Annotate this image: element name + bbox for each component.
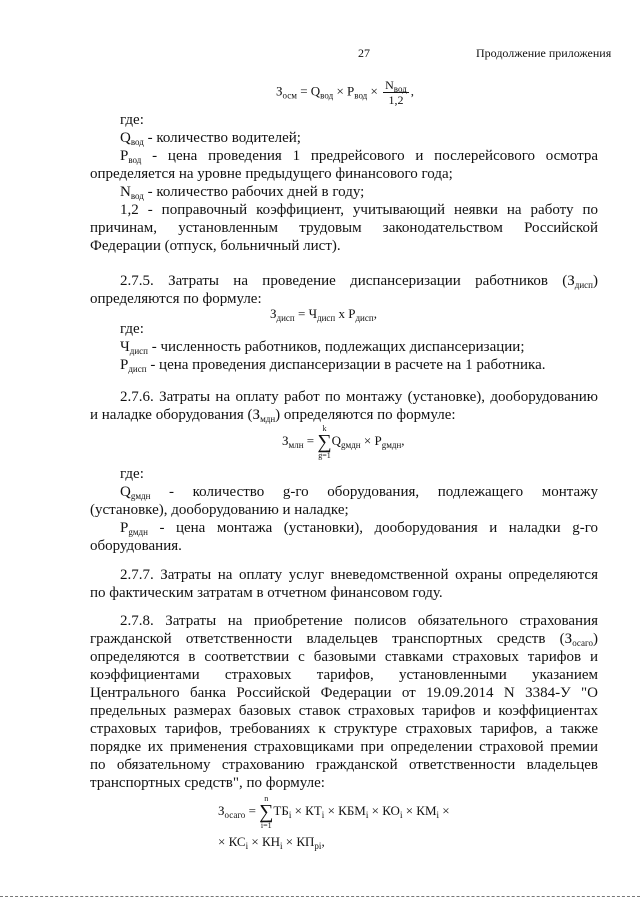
def-q-vod: $Q_{вод}$ - количество водителей; <box>120 130 301 147</box>
text-line: определяются по формуле: <box>90 291 262 307</box>
formula-disp: $З_{дисп} = Ч_{дисп}$ х $Р_{дисп}$, <box>270 306 377 323</box>
text-line: страховых тарифов, требованиях к структуре страховых тарифов, а также <box>90 721 598 737</box>
where-label: где: <box>120 321 144 337</box>
text-line: гражданской ответственности владельцев транспортных средств $(З_{осаго})$ <box>90 631 598 648</box>
def-ch-disp: $Ч_{дисп}$ - численность работников, подлежащих диспансеризации; <box>120 339 525 356</box>
text-line: Центрального банка Российской Федерации от 19.09.2014 N 3384-У "О <box>90 685 598 701</box>
section-2-7-6: 2.7.6. Затраты на оплату работ по монтажу (установке), дооборудованию <box>120 389 598 405</box>
continuation-label: Продолжение приложения <box>476 46 612 60</box>
section-2-7-8: 2.7.8. Затраты на приобретение полисов обязательного страхования <box>120 613 598 629</box>
formula-osm: $З_{осм} = Q_{вод} \times Р_{вод}$ × $\frac{N_{вод}}{1,2}$ , <box>276 78 415 107</box>
def-q-gmdn: $Q_{gмдн}$ - количество g-го оборудования, подлежащего монтажу <box>120 484 598 501</box>
sum-symbol: k ∑ g=1 <box>317 424 332 460</box>
where-label: где: <box>120 112 144 128</box>
text-line: коэффициентами страховых тарифов, установленными указанием <box>90 667 598 683</box>
section-2-7-5: 2.7.5. Затраты на проведение диспансеризации работников $(З_{дисп})$ <box>120 273 598 290</box>
section-2-7-7: 2.7.7. Затраты на оплату услуг вневедомственной охраны определяются <box>120 567 598 583</box>
text-line: определяются в соответствии с базовыми ставками страховых тарифов и <box>90 649 598 665</box>
formula-mdn: $З_{млн}$ = k ∑ g=1 $Q_{gмдн} \times Р_{gмдн}$, <box>282 424 405 460</box>
text-line: (установке), дооборудованию и наладке; <box>90 502 349 518</box>
text-line: предельных размерах базовых ставок страховых тарифов и коэффициентах <box>90 703 598 719</box>
def-n-vod: $N_{вод}$ - количество рабочих дней в году; <box>120 184 365 201</box>
text-line: 1,2 - поправочный коэффициент, учитывающий неявки на работу по <box>120 202 598 218</box>
text-line: транспортных средств", по формуле: <box>90 775 325 791</box>
footer-divider <box>0 896 640 897</box>
text-line: причинам, установленным трудовым законодательством Российской <box>90 220 598 236</box>
text-line: по обязательному страхованию гражданской ответственности владельцев <box>90 757 598 773</box>
text-line: по фактическим затратам в отчетном финансовом году. <box>90 585 443 601</box>
formula-osago-line1: $З_{осаго}$ = n ∑ i=1 $ТБ_i \times КТ_i \times КБМ_i \times КО_i \times КМ_i$ × <box>218 794 450 830</box>
text-line: Федерации (отпуск, больничный лист). <box>90 238 341 254</box>
page-number: 27 <box>358 46 370 60</box>
def-p-gmdn: $Р_{gмдн}$ - цена монтажа (установки), дооборудования и наладки g-го <box>120 520 598 537</box>
where-label: где: <box>120 466 144 482</box>
text-line: и наладке оборудования $(З_{мдн})$ определяются по формуле: <box>90 407 456 424</box>
text-line: порядке их применения страховщиками при определении страховой премии <box>90 739 598 755</box>
text-line: оборудования. <box>90 538 182 554</box>
text-line: определяется на уровне предыдущего финансового года; <box>90 166 453 182</box>
formula-osago-line2: × $КС_i \times КН_i \times КП_{pi}$, <box>218 834 325 851</box>
fraction: $\frac{N_{вод}}{1,2}$ <box>385 78 407 107</box>
def-p-disp: $Р_{дисп}$ - цена проведения диспансеризации в расчете на 1 работника. <box>120 357 546 374</box>
sum-symbol: n ∑ i=1 <box>259 794 274 830</box>
def-p-vod: $Р_{вод}$ - цена проведения 1 предрейсового и послерейсового осмотра <box>120 148 598 165</box>
